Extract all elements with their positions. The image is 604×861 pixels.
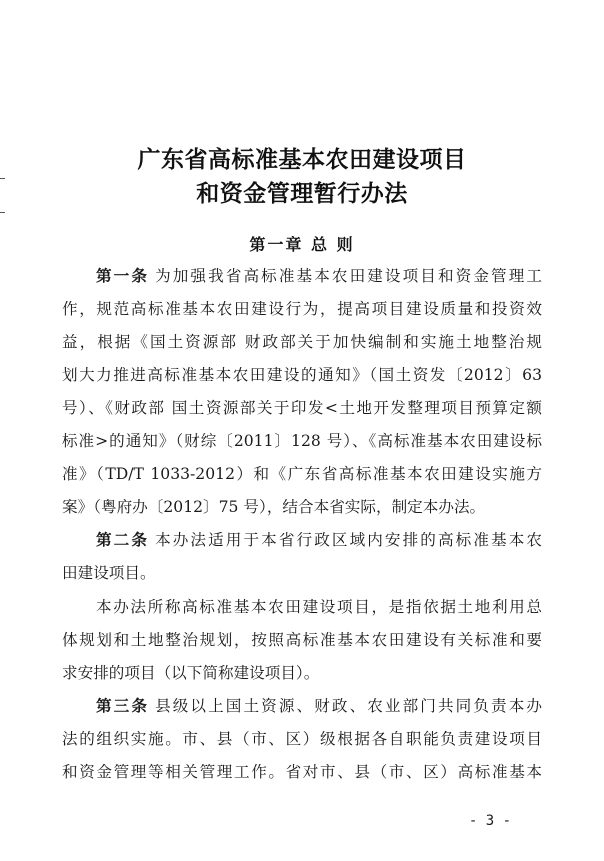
margin-mark-bottom <box>0 212 5 213</box>
article-1-text: 为加强我省高标准基本农田建设项目和资金管理工 <box>155 267 542 285</box>
article-1-line-2: 作，规范高标准基本农田建设行为，提高项目建设质量和投资效 <box>62 300 542 318</box>
article-1-line-6: 标准>的通知》（财综〔2011〕128 号）、《高标准基本农田建设标 <box>62 432 542 450</box>
page-number: - 3 - <box>468 813 512 829</box>
article-3-line-2: 法的组织实施。市、县（市、区）级根据各自职能负责建设项目 <box>62 730 542 748</box>
article-2-label: 第二条 <box>96 530 150 549</box>
document-title-line-2: 和资金管理暂行办法 <box>196 180 408 207</box>
article-1-line-3: 益，根据《国土资源部 财政部关于加快编制和实施土地整治规 <box>62 333 542 351</box>
article-2-line-2: 田建设项目。 <box>62 564 156 582</box>
article-2-para-2-line-2: 体规划和土地整治规划，按照高标准基本农田建设有关标准和要 <box>62 631 542 649</box>
article-2-para-2-line-3: 求安排的项目（以下简称建设项目）。 <box>62 664 320 682</box>
article-3-label: 第三条 <box>96 696 150 715</box>
article-2-text: 本办法适用于本省行政区域内安排的高标准基本农 <box>155 531 542 549</box>
article-1-line-5: 号）、《财政部 国土资源部关于印发<土地开发整理项目预算定额 <box>62 399 542 417</box>
article-2-line-1 <box>96 530 542 550</box>
article-1-line-4: 划大力推进高标准基本农田建设的通知》（国土资发〔2012〕63 <box>62 366 542 384</box>
article-1-label: 第一条 <box>96 266 150 285</box>
article-2-para-2-line-1: 本办法所称高标准基本农田建设项目，是指依据土地利用总 <box>96 598 542 616</box>
article-3-line-3: 和资金管理等相关管理工作。省对市、县（市、区）高标准基本 <box>62 763 542 781</box>
article-1-line-8: 案》（粤府办〔2012〕75 号），结合本省实际，制定本办法。 <box>62 498 486 516</box>
document-title-line-1: 广东省高标准基本农田建设项目 <box>137 146 467 173</box>
article-3-line-1 <box>96 696 542 716</box>
article-1-line-7: 准》（TD/T 1033-2012）和《广东省高标准基本农田建设实施方 <box>62 465 542 483</box>
chapter-heading: 第一章 总 则 <box>249 235 355 254</box>
article-1-line-1 <box>96 266 542 286</box>
article-3-text: 县级以上国土资源、财政、农业部门共同负责本办 <box>155 697 542 715</box>
